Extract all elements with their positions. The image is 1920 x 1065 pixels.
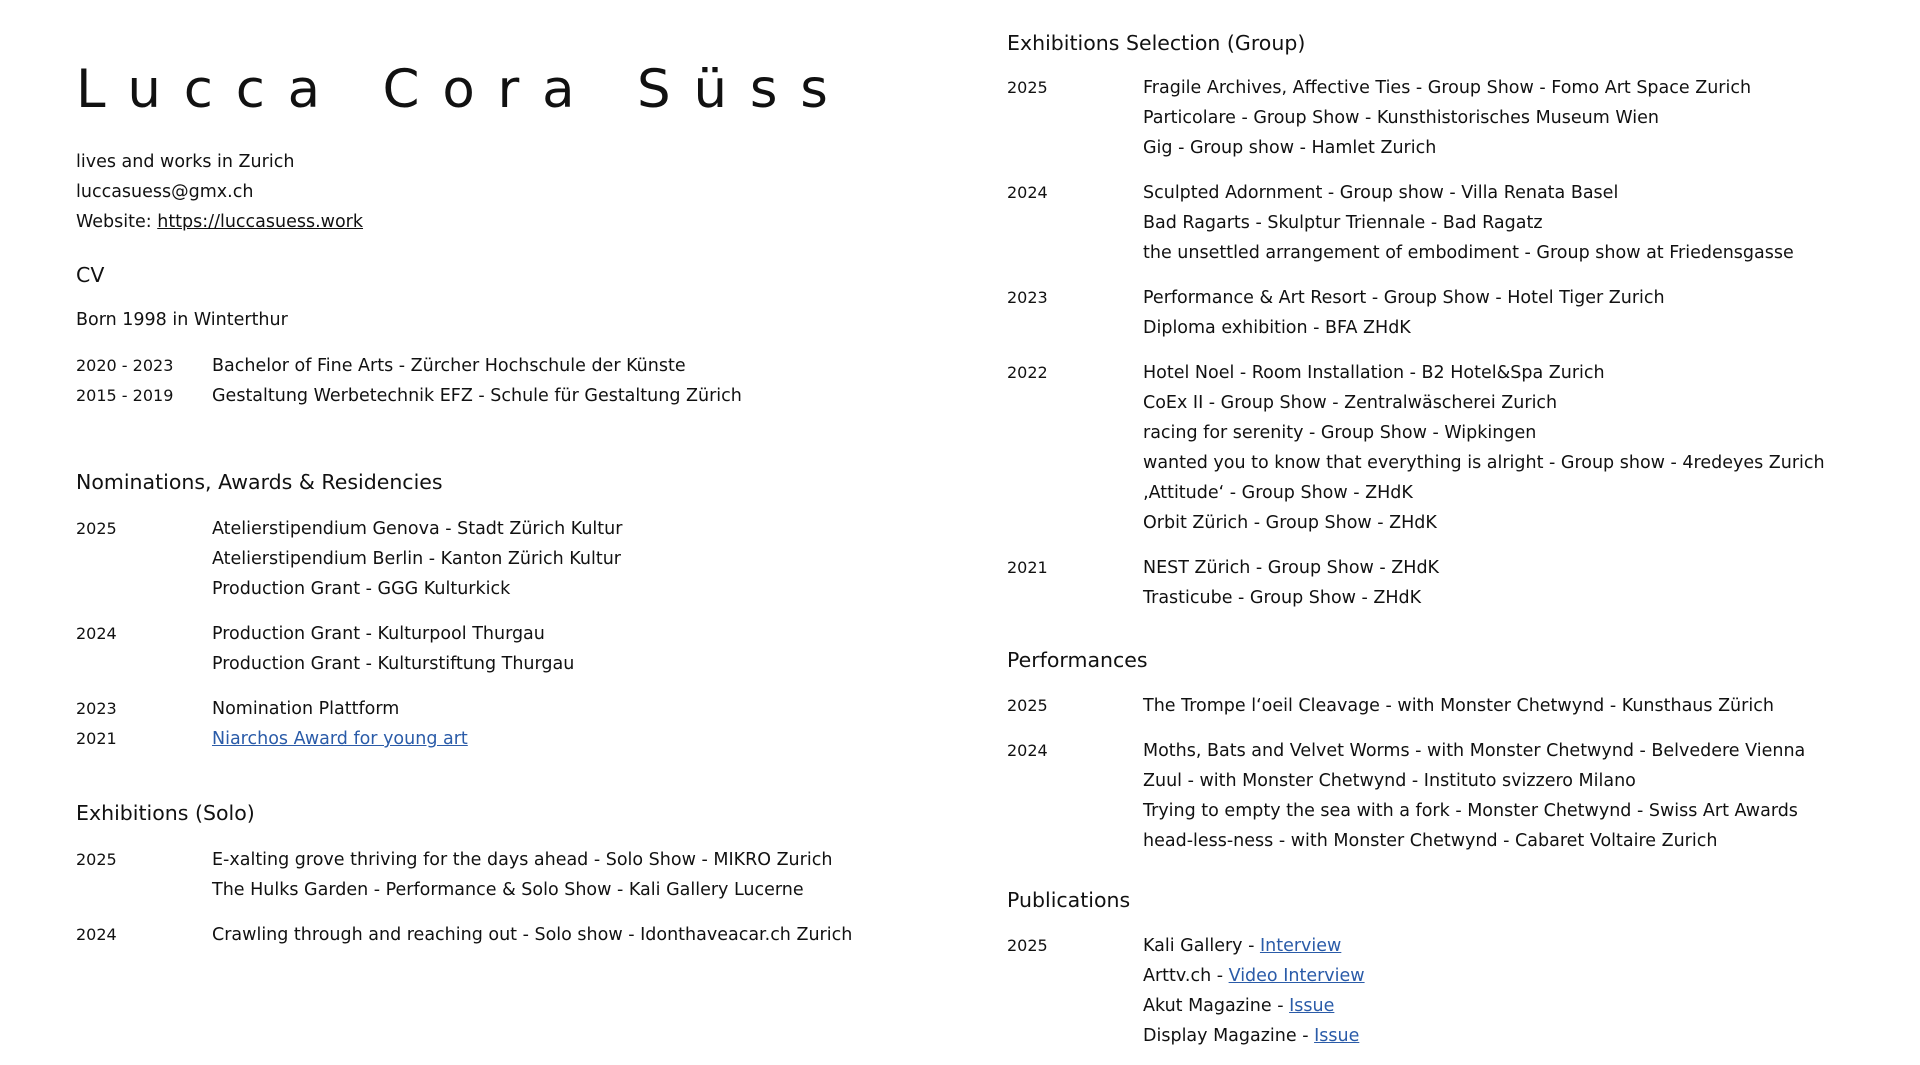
group-exhibition-year: 2025 xyxy=(1007,78,1048,97)
award-group xyxy=(76,514,956,604)
cv-heading: CV xyxy=(76,263,105,287)
education-entry: Bachelor of Fine Arts - Zürcher Hochschule der Künste xyxy=(212,356,686,376)
performances-section xyxy=(1007,645,1907,856)
awards-heading: Nominations, Awards & Residencies xyxy=(76,470,443,494)
group-exhibitions-heading: Exhibitions Selection (Group) xyxy=(1007,31,1306,55)
born-text: Born 1998 in Winterthur xyxy=(76,310,288,330)
publication-year: 2025 xyxy=(1007,936,1048,955)
performance-entry: head-less-ness - with Monster Chetwynd - Cabaret Voltaire Zurich xyxy=(1143,831,1718,851)
award-entry: Production Grant - GGG Kulturkick xyxy=(212,579,511,599)
group-exhibition-entry: Orbit Zürich - Group Show - ZHdK xyxy=(1143,513,1437,533)
group-exhibition-group xyxy=(1007,553,1907,613)
solo-year: 2024 xyxy=(76,925,117,944)
performance-entry: Zuul - with Monster Chetwynd - Instituto svizzero Milano xyxy=(1143,771,1636,791)
award-group xyxy=(76,724,956,754)
awards-section xyxy=(76,467,956,754)
niarchos-award-link[interactable]: Niarchos Award for young art xyxy=(212,729,468,749)
solo-entry: E-xalting grove thriving for the days ahead - Solo Show - MIKRO Zurich xyxy=(212,850,833,870)
education-entry: Gestaltung Werbetechnik EFZ - Schule für Gestaltung Zürich xyxy=(212,386,742,406)
education-row xyxy=(76,351,956,381)
award-entry: Nomination Plattform xyxy=(212,699,400,719)
group-exhibition-entry: Diploma exhibition - BFA ZHdK xyxy=(1143,318,1411,338)
artist-name: Lucca Cora Süss xyxy=(76,59,851,120)
website-label: Website: xyxy=(76,212,158,232)
performance-entry: Moths, Bats and Velvet Worms - with Monster Chetwynd - Belvedere Vienna xyxy=(1143,741,1806,761)
publications-section xyxy=(1007,885,1907,1051)
website-line xyxy=(76,207,363,237)
publication-entry: Kali Gallery - Interview xyxy=(1143,936,1342,956)
email-text: luccasuess@gmx.ch xyxy=(76,182,254,202)
solo-entry: The Hulks Garden - Performance & Solo Show - Kali Gallery Lucerne xyxy=(212,880,804,900)
akut-issue-link[interactable]: Issue xyxy=(1289,996,1335,1016)
group-exhibition-year: 2023 xyxy=(1007,288,1048,307)
award-group xyxy=(76,619,956,679)
group-exhibition-year: 2022 xyxy=(1007,363,1048,382)
publication-group xyxy=(1007,931,1907,1051)
award-entry: Production Grant - Kulturpool Thurgau xyxy=(212,624,545,644)
publications-heading: Publications xyxy=(1007,888,1131,912)
group-exhibition-group xyxy=(1007,178,1907,268)
group-exhibition-entry: Hotel Noel - Room Installation - B2 Hotel&Spa Zurich xyxy=(1143,363,1605,383)
solo-entry: Crawling through and reaching out - Solo show - Idonthaveacar.ch Zurich xyxy=(212,925,853,945)
publication-entry: Display Magazine - Issue xyxy=(1143,1026,1360,1046)
group-exhibition-entry: Fragile Archives, Affective Ties - Group Show - Fomo Art Space Zurich xyxy=(1143,78,1752,98)
performance-entry: The Trompe l‘oeil Cleavage - with Monster Chetwynd - Kunsthaus Zürich xyxy=(1143,696,1774,716)
solo-section xyxy=(76,798,956,950)
education-years: 2015 - 2019 xyxy=(76,386,174,405)
award-entry: Atelierstipendium Genova - Stadt Zürich Kultur xyxy=(212,519,623,539)
solo-group xyxy=(76,920,956,950)
solo-year: 2025 xyxy=(76,850,117,869)
group-exhibition-entry: the unsettled arrangement of embodiment - Group show at Friedensgasse xyxy=(1143,243,1794,263)
solo-group xyxy=(76,845,956,905)
group-exhibition-entry: Sculpted Adornment - Group show - Villa Renata Basel xyxy=(1143,183,1619,203)
group-exhibition-entry: Particolare - Group Show - Kunsthistorisches Museum Wien xyxy=(1143,108,1659,128)
award-year: 2023 xyxy=(76,699,117,718)
performances-heading: Performances xyxy=(1007,648,1148,672)
interview-link[interactable]: Interview xyxy=(1259,936,1342,956)
location-text: lives and works in Zurich xyxy=(76,152,295,172)
group-exhibition-entry: NEST Zürich - Group Show - ZHdK xyxy=(1143,558,1440,578)
award-year: 2024 xyxy=(76,624,117,643)
group-exhibitions-section xyxy=(1007,28,1907,613)
education-row xyxy=(76,381,956,411)
group-exhibition-entry: racing for serenity - Group Show - Wipkingen xyxy=(1143,423,1537,443)
group-exhibition-group xyxy=(1007,358,1907,538)
performance-year: 2024 xyxy=(1007,741,1048,760)
performance-group xyxy=(1007,736,1907,856)
publication-entry: Akut Magazine - Issue xyxy=(1143,996,1335,1016)
display-issue-link[interactable]: Issue xyxy=(1314,1026,1360,1046)
performance-group xyxy=(1007,691,1907,721)
group-exhibition-group xyxy=(1007,73,1907,163)
group-exhibition-entry: Gig - Group show - Hamlet Zurich xyxy=(1143,138,1437,158)
award-year: 2025 xyxy=(76,519,117,538)
award-group xyxy=(76,694,956,724)
performance-year: 2025 xyxy=(1007,696,1048,715)
group-exhibition-entry: Bad Ragarts - Skulptur Triennale - Bad Ragatz xyxy=(1143,213,1543,233)
group-exhibition-entry: Performance & Art Resort - Group Show - Hotel Tiger Zurich xyxy=(1143,288,1665,308)
group-exhibition-entry: CoEx II - Group Show - Zentralwäscherei Zurich xyxy=(1143,393,1558,413)
solo-heading: Exhibitions (Solo) xyxy=(76,801,255,825)
group-exhibition-entry: ‚Attitude‘ - Group Show - ZHdK xyxy=(1143,483,1413,503)
group-exhibition-entry: Trasticube - Group Show - ZHdK xyxy=(1143,588,1422,608)
award-year: 2021 xyxy=(76,729,117,748)
contact-block xyxy=(76,147,363,237)
award-entry: Production Grant - Kulturstiftung Thurgau xyxy=(212,654,575,674)
website-link[interactable]: https://luccasuess.work xyxy=(157,212,364,232)
award-entry: Atelierstipendium Berlin - Kanton Zürich Kultur xyxy=(212,549,622,569)
cv-section xyxy=(76,260,956,411)
group-exhibition-year: 2021 xyxy=(1007,558,1048,577)
group-exhibition-group xyxy=(1007,283,1907,343)
education-years: 2020 - 2023 xyxy=(76,356,174,375)
publication-entry: Arttv.ch - Video Interview xyxy=(1143,966,1365,986)
group-exhibition-year: 2024 xyxy=(1007,183,1048,202)
performance-entry: Trying to empty the sea with a fork - Monster Chetwynd - Swiss Art Awards xyxy=(1143,801,1798,821)
video-interview-link[interactable]: Video Interview xyxy=(1228,966,1365,986)
group-exhibition-entry: wanted you to know that everything is alright - Group show - 4redeyes Zurich xyxy=(1143,453,1825,473)
